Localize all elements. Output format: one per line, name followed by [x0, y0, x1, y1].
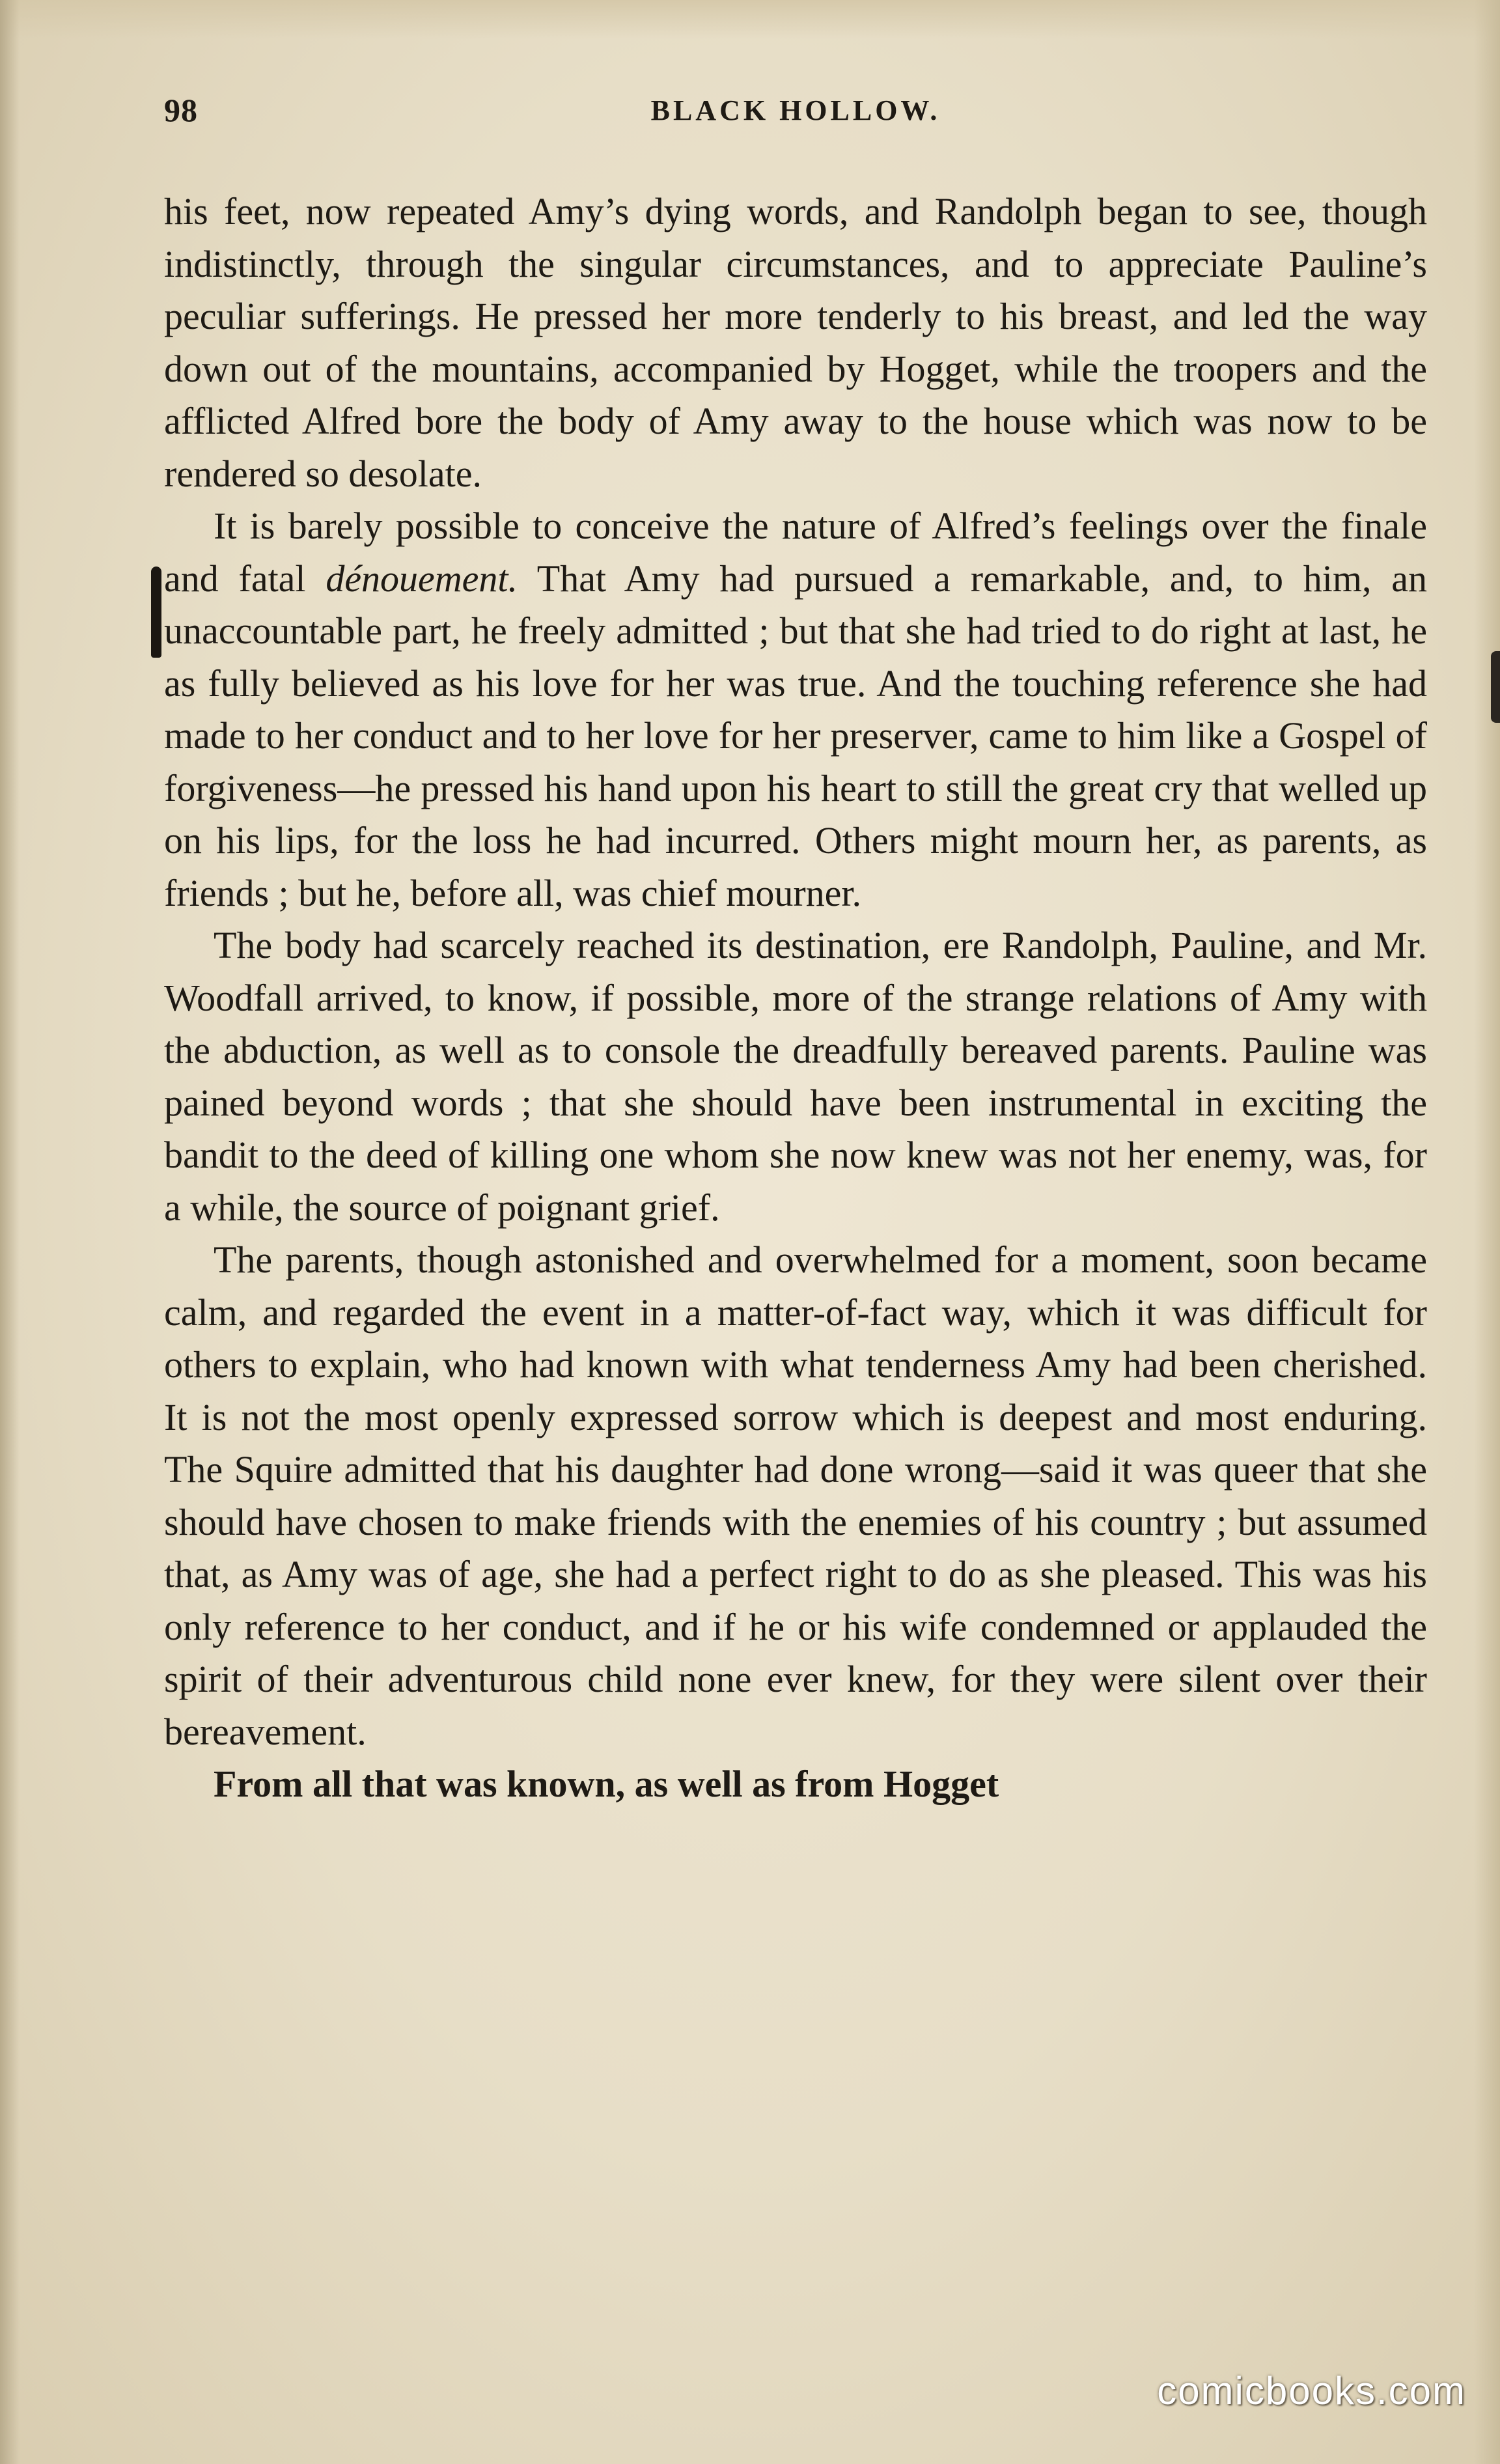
page-right-shadow	[1474, 0, 1500, 2464]
paragraph-text: The body had scarcely reached its destination, ere Randolph, Pauline, and Mr. Woodfall arrived, to know, if possible, more of the strange relations of Amy with the abduction, as well as to console the dreadfully bereaved parents. Pauline was pained beyond words ; that she should have been instrumental in exciting the bandit to the deed of killing one whom she now knew was not her enemy, was, for a while, the source of poignant grief.	[164, 924, 1427, 1229]
paragraph	[164, 919, 1427, 1234]
binding-dark-spot	[1491, 651, 1500, 723]
page-number: 98	[164, 92, 198, 128]
running-head	[164, 91, 1427, 137]
page-left-shadow	[0, 0, 20, 2464]
paragraph	[164, 500, 1427, 919]
ink-blot-mark	[151, 567, 161, 658]
paragraph-text: his feet, now repeated Amy’s dying words, and Randolph began to see, though indistinctly, through the singular circumstances, and to appreciate Pauline’s peculiar sufferings. He pressed her more tenderly to his breast, and led the way down out of the mountains, accompanied by Hogget, while the troopers and the afflicted Alfred bore the body of Amy away to the house which was now to be rendered so desolate.	[164, 190, 1427, 495]
page-top-shadow	[0, 0, 1500, 39]
paragraph-text: It is barely possible to conceive the nature of Alfred’s feelings over the finale and fatal	[164, 505, 1427, 600]
paragraph-text: From all that was known, as well as from Hogget	[214, 1763, 999, 1805]
paragraph	[164, 186, 1427, 500]
paragraph-text: That Amy had pursued a remarkable, and, to him, an unaccountable part, he freely admitted ; but that she had tried to do right at last, he as fully believed as his love for her was true. And the touching reference she had made to her conduct and to her love for her preserver, came to him like a Gospel of forgiveness—he pressed his hand upon his heart to still the great cry that welled up on his lips, for the loss he had incurred. Others might mourn her, as parents, as friends ; but he, before all, was chief mourner.	[164, 557, 1428, 914]
watermark: comicbooks.com	[1157, 2369, 1466, 2413]
paragraph	[164, 1758, 1427, 1811]
paragraph-text: The parents, though astonished and overwhelmed for a moment, soon became calm, and regarded the event in a matter-of-fact way, which it was difficult for others to explain, who had known with what tenderness Amy had been cherished. It is not the most openly expressed sorrow which is deepest and most enduring. The Squire admitted that his daughter had done wrong—said it was queer that she should have chosen to make friends with the enemies of his country ; but assumed that, as Amy was of age, she had a perfect right to do as she pleased. This was his only reference to her conduct, and if he or his wife condemned or applauded the spirit of their adventurous child none ever knew, for they were silent over their bereavement.	[164, 1239, 1427, 1753]
body-text	[164, 186, 1427, 1811]
running-title: BLACK HOLLOW.	[650, 94, 941, 126]
italic-text: dénouement.	[326, 557, 518, 600]
paragraph	[164, 1234, 1427, 1758]
